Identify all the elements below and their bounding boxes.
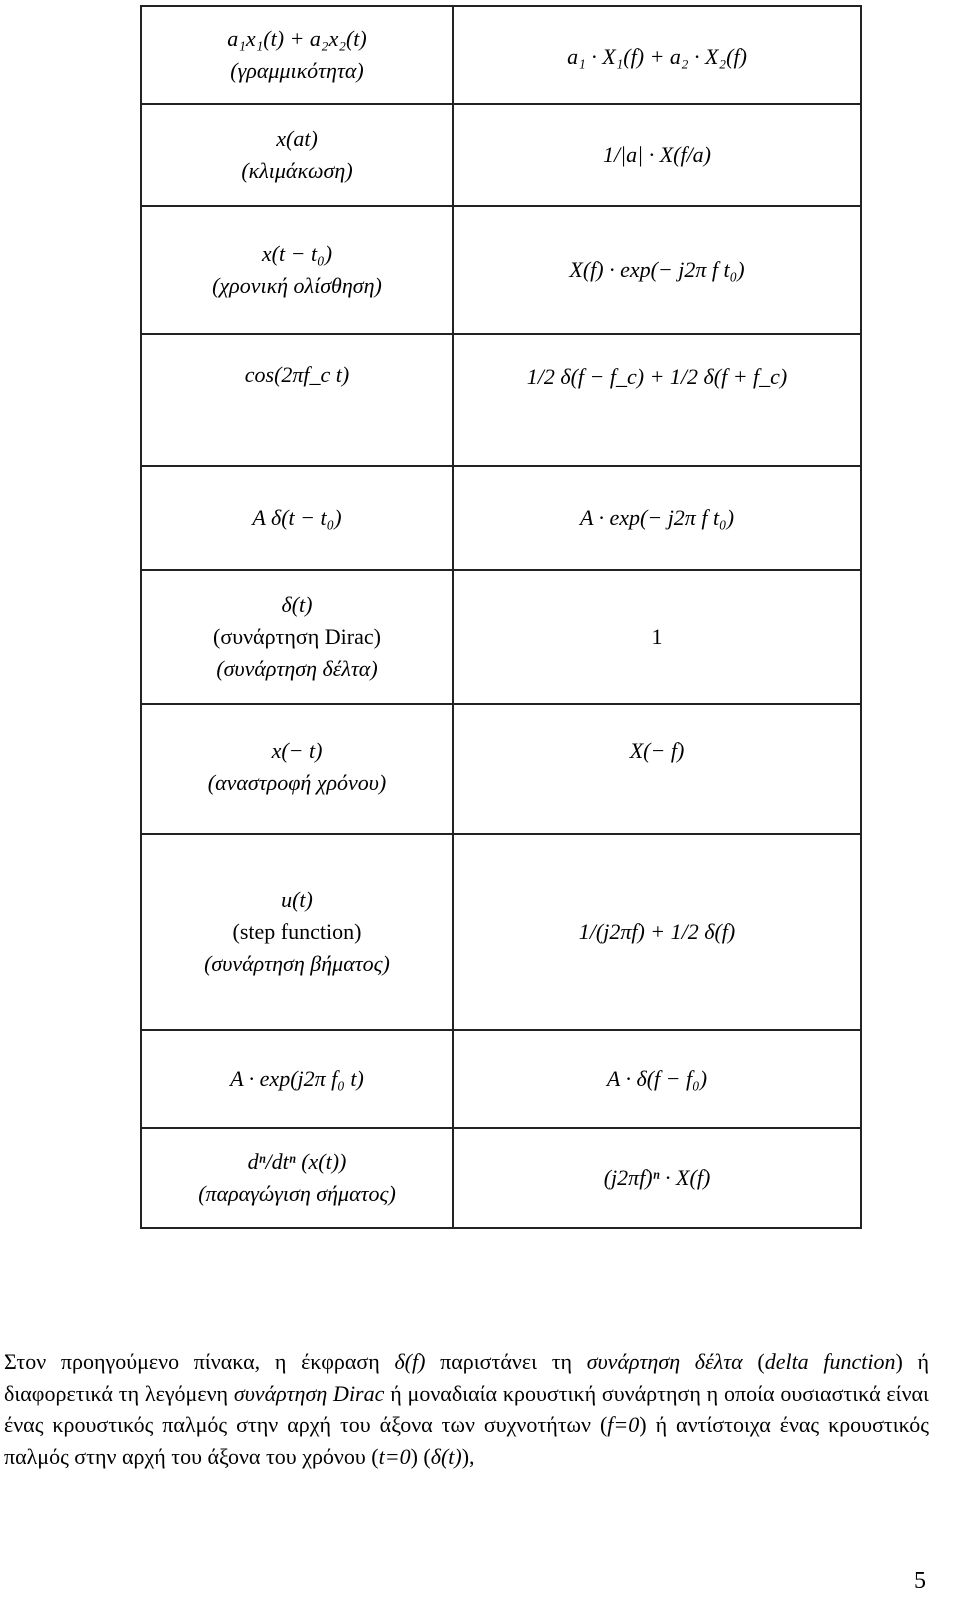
table-row — [141, 704, 861, 834]
caption-text: Στον προηγούμενο πίνακα, η έκφραση — [4, 1349, 395, 1374]
frequency-domain-cell — [453, 466, 861, 570]
formula: dⁿ/dtⁿ (x(t)) — [247, 1149, 347, 1174]
time-domain-cell — [141, 334, 453, 466]
formula: A δ(t − t₀) — [252, 505, 342, 530]
time-domain-cell — [141, 834, 453, 1030]
caption-paragraph — [4, 1346, 929, 1472]
caption-italic: δ(t) — [430, 1443, 462, 1469]
table-row — [141, 334, 861, 466]
formula: A · exp(− j2π f t₀) — [579, 505, 735, 530]
fourier-properties-table — [140, 5, 862, 1229]
formula: a₁x₁(t) + a₂x₂(t) — [227, 26, 367, 51]
table-row — [141, 1128, 861, 1228]
frequency-domain-cell — [453, 834, 861, 1030]
formula: 1/|a| · X(f/a) — [602, 142, 712, 167]
caption-italic: δ(f) — [394, 1349, 426, 1374]
formula: A · exp(j2π f₀ t) — [230, 1066, 364, 1091]
formula-note-alt: (συνάρτηση δέλτα) — [216, 656, 378, 681]
frequency-domain-cell — [453, 1128, 861, 1228]
time-domain-cell — [141, 1030, 453, 1128]
time-domain-cell — [141, 1128, 453, 1228]
caption-italic: συνάρτηση δέλτα — [586, 1349, 743, 1374]
formula: x(at) — [276, 126, 318, 151]
frequency-domain-cell — [453, 1030, 861, 1128]
formula: 1 — [651, 624, 663, 649]
caption-italic: συνάρτηση Dirac — [233, 1380, 385, 1406]
formula-note: (παραγώγιση σήματος) — [198, 1181, 396, 1206]
caption-italic: t=0 — [378, 1443, 411, 1469]
formula-note: (αναστροφή χρόνου) — [207, 770, 387, 795]
time-domain-cell — [141, 104, 453, 206]
formula: x(t − t₀) — [261, 241, 333, 266]
page-number: 5 — [914, 1568, 926, 1594]
frequency-domain-cell — [453, 334, 861, 466]
caption-text: ( — [742, 1349, 765, 1374]
table-row — [141, 570, 861, 704]
time-domain-cell — [141, 6, 453, 104]
formula: 1/2 δ(f − f_c) + 1/2 δ(f + f_c) — [526, 364, 788, 389]
time-domain-cell — [141, 206, 453, 334]
formula: a₁ · X₁(f) + a₂ · X₂(f) — [567, 44, 747, 69]
caption-text: ) ή διαφορετικά τη λεγόμενη — [4, 1349, 929, 1406]
formula: δ(t) — [281, 592, 313, 617]
formula: cos(2πf_c t) — [244, 362, 350, 387]
frequency-domain-cell — [453, 104, 861, 206]
formula: 1/(j2πf) + 1/2 δ(f) — [578, 919, 736, 944]
caption-italic: f=0 — [607, 1412, 640, 1437]
table-row — [141, 6, 861, 104]
caption-text: ) ή αντίστοιχα ένας κρουστικός παλμός στην αρχή του άξονα του χρόνου ( — [4, 1412, 929, 1469]
formula-note-alt: (συνάρτηση βήματος) — [204, 951, 390, 976]
caption-text: παριστάνει τη — [425, 1349, 587, 1374]
table-row — [141, 834, 861, 1030]
formula: x(− t) — [271, 738, 323, 763]
table-row — [141, 206, 861, 334]
frequency-domain-cell — [453, 570, 861, 704]
frequency-domain-cell — [453, 704, 861, 834]
time-domain-cell — [141, 466, 453, 570]
time-domain-cell — [141, 570, 453, 704]
formula-note: (step function) — [232, 919, 362, 944]
formula: u(t) — [281, 887, 313, 912]
time-domain-cell — [141, 704, 453, 834]
formula-note: (συνάρτηση Dirac) — [213, 624, 381, 649]
formula: X(− f) — [629, 738, 685, 763]
caption-text: ), — [461, 1443, 475, 1469]
frequency-domain-cell — [453, 206, 861, 334]
table-row — [141, 1030, 861, 1128]
formula: A · δ(f − f₀) — [606, 1066, 708, 1091]
table-row — [141, 104, 861, 206]
formula-note: (γραμμικότητα) — [230, 58, 364, 83]
formula-note: (χρονική ολίσθηση) — [212, 273, 382, 298]
formula: (j2πf)ⁿ · X(f) — [603, 1165, 711, 1190]
frequency-domain-cell — [453, 6, 861, 104]
formula: X(f) · exp(− j2π f t₀) — [569, 257, 745, 282]
caption-text: ) ( — [410, 1443, 431, 1469]
formula-note: (κλιμάκωση) — [241, 158, 353, 183]
caption-italic: delta function — [764, 1349, 896, 1374]
caption-text: ή μοναδιαία κρουστική συνάρτηση η οποία ουσιαστικά είναι ένας κρουστικός παλμός στην αρχή του άξονα των συχνοτήτων ( — [4, 1380, 929, 1437]
table-row — [141, 466, 861, 570]
